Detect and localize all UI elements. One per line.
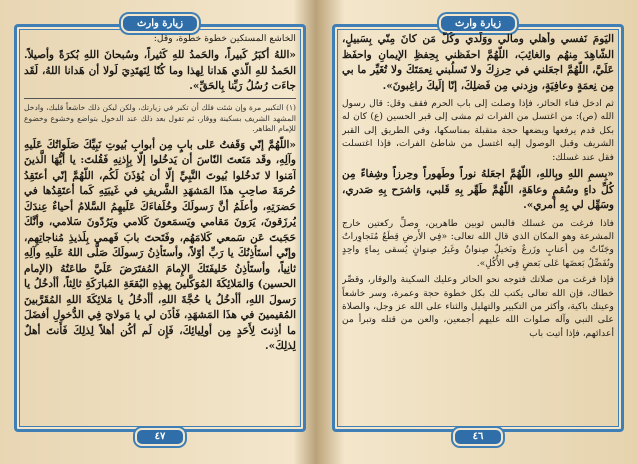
body-paragraph: فاذا فرغت من غسلك فالبس ثوبين طاهرين، وصلِّ ركعتين خارج المشرعة وهو المكان الذي قال الله تعالى: «فِي الأَرضِ قِطَعٌ مُتَجاوِراتٌ وجَنّاتٌ مِن أعنابٍ وزَرعٌ ونَخيلٌ صِنوانٌ وغَيرُ صِنوانٍ يُسقى بِماءٍ واحِدٍ ونُفَضِّلُ بَعضَها عَلى بَعضٍ فِي الأُكُلِ».	[342, 217, 614, 269]
prayer-text: «اللّهُمَّ إنّي وَقَفتُ عَلى بابٍ مِن أبوابِ بُيوتِ نَبِيِّكَ صَلَواتُكَ عَلَيهِ وآلِهِ، وقَد مَنَعتَ النّاسَ أن يَدخُلوا إلّا بِإِذنِهِ فَقُلتَ: يا أيُّهَا الَّذينَ آمَنوا لا تَدخُلوا بُيوتَ النَّبِيِّ إلّا أن يُؤذَنَ لَكُم، اللّهُمَّ إنّي أعتَقِدُ حُرمَةَ صاحِبِ هذَا المَشهَدِ الشَّريفِ في غَيبَتِهِ كَما أعتَقِدُها في حَضرَتِهِ، وأعلَمُ أنَّ رَسولَكَ وخُلَفاءَكَ عَلَيهِمُ السَّلامُ أحياءٌ عِندَكَ يُرزَقونَ، يَرَونَ مَقامي ويَسمَعونَ كَلامي ويَرُدّونَ سَلامي، وأنَّكَ حَجَبتَ عَن سَمعي كَلامَهُم، وفَتَحتَ بابَ فَهمي بِلَذيذِ مُناجاتِهِم، وإنّي أستَأذِنُكَ يا رَبِّ أوّلاً، وأستَأذِنُ رَسولَكَ صَلَّى اللهُ عَلَيهِ وآلِهِ ثانِياً، وأستَأذِنُ خَليفَتَكَ الإِمامَ المُفتَرَضَ عَلَيَّ طاعَتُهُ (الإمام الحسين) وَالمَلائِكَةَ المُوَكَّلينَ بِهذِهِ البُقعَةِ المُبارَكَةِ ثالِثاً، أأدخُلُ يا رَسولَ اللهِ، أأدخُلُ يا حُجَّةَ اللهِ، أأدخُلُ يا مَلائِكَةَ اللهِ المُقَرَّبينَ المُقيمينَ في هذَا المَشهَدِ، فَأذَن لي يا مَولايَ فِي الدُّخولِ أفضَلَ ما أذِنتَ لِأَحَدٍ مِن أولِيائِكَ، فَإِن لَم أكُن أهلاً لِذلِكَ فَأَنتَ أهلٌ لِذلِكَ».	[24, 138, 296, 353]
footnote: (١) التكبير مرة وإن شئت فلك أن تكبر في زيارتك، ولكن ليكن ذلك خاشعاً قلبك، وادخل المشهد الشريف بسكينة ووقار، ثم تقول بعد ذلك عند الدخول بتواضع وخشوع وخضوع للإمام الطاهر.	[24, 102, 296, 134]
body-paragraph: ثم ادخل فناء الحائر، فإذا وصلت إلى باب الحرم فقف وقل: قال رسول الله (ص): من اغتسل من الفرات ثم مشى إلى قبر الحسين (ع) كان له بكل قدم يرفعها ويضعها حجة متقبلة بمناسكها، وفي الطريق إلى القبر الشريف وقبل الوصول إليه اغتسل من شاطئ الفرات، فإذا اغتسلت فقل عند غسلك:	[342, 98, 614, 163]
page-number: ٤٧	[135, 428, 185, 446]
page-text	[24, 32, 296, 422]
prayer-text: «بِسمِ اللهِ وبِاللهِ، اللّهُمَّ اجعَلهُ نوراً وطَهوراً وحِرزاً وشِفاءً مِن كُلِّ داءٍ وسُقمٍ وعاهَةٍ، اللّهُمَّ طَهِّر بِهِ قَلبي، وَاشرَح بِهِ صَدري، وسَهِّل لي بِهِ أمري».	[342, 168, 614, 212]
page-header: زيارة وارث	[121, 14, 199, 33]
body-paragraph: فإذا فرغت من صلاتك فتوجه نحو الحائر وعليك السكينة والوقار، وقصِّر خطاك، فإن الله تعالى يكتب لك بكل خطوة حجة وعمرة، وسر خاشعاً وعينك باكية، وأكثر من التكبير والتهليل والثناء على الله عز وجل، والصلاة على النبي وآله صلوات الله عليهم أجمعين، والعن من قتله وتبرأ من أعدائهم، فإذا أتيت باب	[342, 274, 614, 339]
page-number: ٤٦	[453, 428, 503, 446]
prayer-text: اليَومَ نَفسي وأهلي ومالي ووَلَدي وكُلَّ مَن كانَ مِنّي بِسَبيلٍ، الشّاهِدَ مِنهُم والغائِبَ، اللّهُمَّ احفَظني بِحِفظِ الإيمانِ واحفَظ عَلَيَّ، اللّهُمَّ اجعَلني في حِرزِكَ ولا تَسلُبني نِعمَتَكَ ولا تُغَيِّر ما بي مِن نِعمَةٍ وعافِيَةٍ، وزِدني مِن فَضلِكَ، إنّا إلَيكَ راغِبونَ».	[342, 33, 614, 92]
right-page	[332, 14, 624, 450]
left-page	[14, 14, 306, 450]
prayer-text: «اللهُ أكبَرُ كَبيراً، والحَمدُ للهِ كَثيراً، وسُبحانَ اللهِ بُكرَةً وأصيلاً. الحَمدُ للهِ الّذي هَدانا لِهذا وما كُنّا لِنَهتَدِيَ لَولا أن هَدانا اللهُ، لَقَد جاءَت رُسُلُ رَبِّنا بِالحَقِّ».	[24, 49, 296, 93]
intro-line: الخاشع المستكين خطوة خطوة، وقل:	[153, 33, 296, 44]
page-text	[342, 32, 614, 422]
page-header: زيارة وارث	[439, 14, 517, 33]
footnote-divider	[24, 98, 296, 99]
